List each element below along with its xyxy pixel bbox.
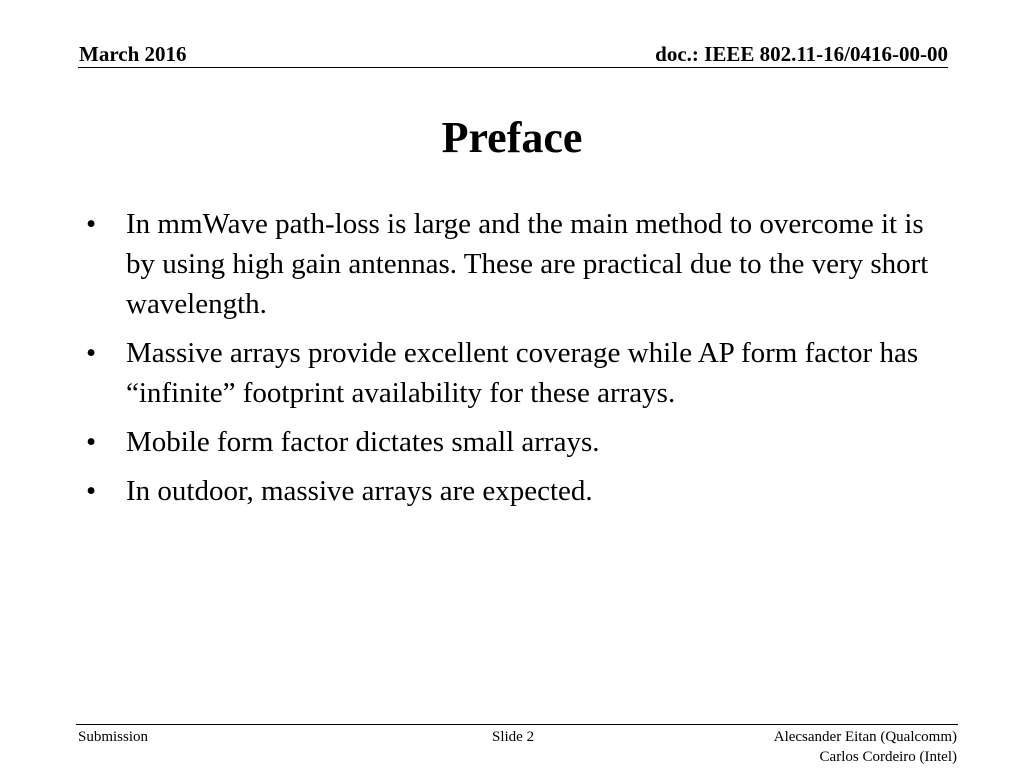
footer-slide-number: Slide 2 (492, 729, 535, 745)
bullet-icon: • (86, 208, 97, 240)
bullet-item (84, 471, 944, 511)
bullet-item (84, 204, 944, 324)
footer-submission: Submission (78, 729, 149, 745)
bullet-text: Mobile form factor dictates small arrays. (126, 426, 600, 458)
footer-author: Alecsander Eitan (Qualcomm) (773, 729, 957, 745)
bullet-text: In outdoor, massive arrays are expected. (126, 475, 593, 507)
header-date: March 2016 (79, 42, 187, 66)
bullet-list (84, 204, 944, 520)
bullet-text: In mmWave path-loss is large and the main method to overcome it is by using high gain antennas. These are practical due to the very short wavelength. (126, 208, 929, 320)
bullet-icon: • (86, 337, 97, 369)
bullet-icon: • (86, 426, 97, 458)
slide-title: Preface (441, 113, 583, 162)
footer-author: Carlos Cordeiro (Intel) (819, 749, 957, 765)
header-divider (78, 67, 948, 68)
bullet-item (84, 333, 944, 413)
footer-divider (76, 724, 958, 725)
header-doc-id: doc.: IEEE 802.11-16/0416-00-00 (655, 42, 948, 66)
bullet-item (84, 422, 944, 462)
bullet-icon: • (86, 475, 97, 507)
footer-authors (774, 727, 957, 767)
bullet-text: Massive arrays provide excellent coverage while AP form factor has “infinite” footprint availability for these arrays. (126, 337, 919, 409)
